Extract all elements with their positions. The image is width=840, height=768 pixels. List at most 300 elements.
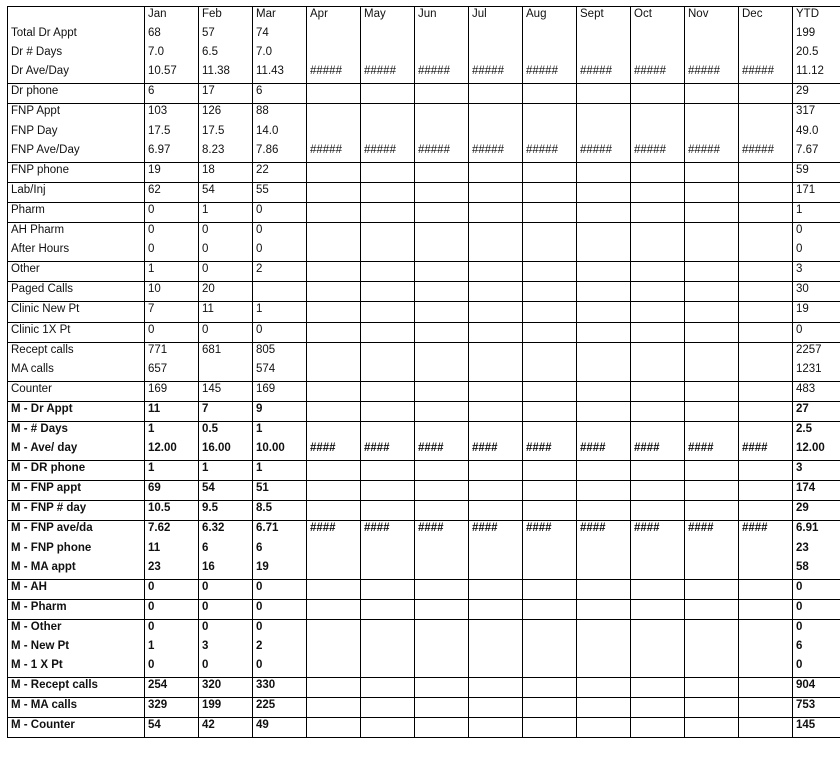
ytd-cell: 1	[793, 202, 840, 222]
month-cell: 2	[253, 262, 307, 282]
row-label: FNP Ave/Day	[8, 143, 145, 163]
month-cell: #####	[469, 64, 523, 84]
month-cell	[469, 282, 523, 302]
month-cell	[685, 381, 739, 401]
column-header: Mar	[253, 7, 307, 27]
month-cell	[577, 658, 631, 678]
month-cell	[361, 282, 415, 302]
month-cell	[631, 421, 685, 441]
month-cell	[739, 26, 793, 45]
month-cell: 1	[253, 421, 307, 441]
month-cell	[685, 45, 739, 64]
month-cell	[361, 401, 415, 421]
month-cell	[739, 182, 793, 202]
month-cell	[361, 302, 415, 322]
month-cell: ####	[469, 441, 523, 461]
month-cell	[415, 84, 469, 104]
month-cell: 681	[199, 342, 253, 362]
month-cell	[307, 501, 361, 521]
month-cell	[631, 223, 685, 243]
row-label: FNP Day	[8, 124, 145, 143]
month-cell: 9.5	[199, 501, 253, 521]
column-header: May	[361, 7, 415, 27]
month-cell	[361, 698, 415, 718]
table-row	[8, 223, 840, 243]
month-cell	[307, 619, 361, 639]
month-cell	[685, 481, 739, 501]
month-cell	[469, 84, 523, 104]
month-cell	[361, 381, 415, 401]
month-cell	[469, 421, 523, 441]
month-cell	[469, 104, 523, 124]
month-cell: #####	[361, 143, 415, 163]
month-cell	[685, 658, 739, 678]
table-row	[8, 381, 840, 401]
month-cell	[469, 658, 523, 678]
month-cell: 1	[145, 421, 199, 441]
month-cell: 0	[199, 619, 253, 639]
month-cell	[523, 202, 577, 222]
month-cell	[307, 560, 361, 580]
month-cell	[523, 698, 577, 718]
row-label: M - FNP phone	[8, 541, 145, 560]
ytd-cell: 29	[793, 501, 840, 521]
row-label: FNP phone	[8, 162, 145, 182]
month-cell	[685, 678, 739, 698]
month-cell	[577, 104, 631, 124]
table-row	[8, 521, 840, 541]
month-cell	[685, 421, 739, 441]
month-cell	[577, 678, 631, 698]
month-cell	[307, 282, 361, 302]
month-cell: 7.0	[145, 45, 199, 64]
month-cell	[739, 579, 793, 599]
month-cell	[631, 202, 685, 222]
month-cell	[685, 262, 739, 282]
month-cell	[307, 45, 361, 64]
ytd-cell: 174	[793, 481, 840, 501]
month-cell: 7.0	[253, 45, 307, 64]
month-cell	[469, 678, 523, 698]
ytd-cell: 753	[793, 698, 840, 718]
row-label: M - Other	[8, 619, 145, 639]
month-cell: 10.57	[145, 64, 199, 84]
row-label: Lab/Inj	[8, 182, 145, 202]
month-cell	[631, 282, 685, 302]
month-cell: 0	[199, 599, 253, 619]
month-cell	[523, 501, 577, 521]
month-cell	[631, 541, 685, 560]
ytd-cell: 58	[793, 560, 840, 580]
month-cell	[631, 560, 685, 580]
month-cell	[307, 678, 361, 698]
month-cell	[631, 322, 685, 342]
month-cell	[469, 242, 523, 262]
month-cell	[361, 242, 415, 262]
month-cell	[415, 579, 469, 599]
table-row	[8, 26, 840, 45]
month-cell	[415, 322, 469, 342]
row-label: M - Dr Appt	[8, 401, 145, 421]
month-cell	[739, 698, 793, 718]
month-cell	[685, 242, 739, 262]
month-cell	[577, 84, 631, 104]
month-cell	[577, 421, 631, 441]
month-cell	[361, 26, 415, 45]
month-cell	[307, 124, 361, 143]
ytd-cell: 483	[793, 381, 840, 401]
table-row	[8, 481, 840, 501]
month-cell: 55	[253, 182, 307, 202]
month-cell	[361, 421, 415, 441]
table-row	[8, 45, 840, 64]
ytd-cell: 904	[793, 678, 840, 698]
month-cell: 103	[145, 104, 199, 124]
column-header: Apr	[307, 7, 361, 27]
month-cell: #####	[361, 64, 415, 84]
month-cell	[739, 342, 793, 362]
month-cell	[631, 619, 685, 639]
month-cell	[415, 698, 469, 718]
month-cell	[739, 658, 793, 678]
month-cell	[523, 342, 577, 362]
month-cell	[739, 461, 793, 481]
month-cell	[415, 461, 469, 481]
month-cell	[685, 362, 739, 382]
table-row	[8, 619, 840, 639]
row-label: FNP Appt	[8, 104, 145, 124]
month-cell	[469, 342, 523, 362]
month-cell: 0	[253, 242, 307, 262]
month-cell	[307, 461, 361, 481]
row-label: M - MA calls	[8, 698, 145, 718]
month-cell: 6.71	[253, 521, 307, 541]
month-cell	[523, 26, 577, 45]
row-label: M - 1 X Pt	[8, 658, 145, 678]
month-cell: 57	[199, 26, 253, 45]
row-label: Recept calls	[8, 342, 145, 362]
month-cell	[415, 124, 469, 143]
column-header: YTD	[793, 7, 840, 27]
month-cell	[307, 26, 361, 45]
month-cell	[577, 302, 631, 322]
month-cell: ####	[361, 441, 415, 461]
month-cell	[361, 678, 415, 698]
header-cell-label	[8, 7, 145, 27]
month-cell	[307, 342, 361, 362]
ytd-cell: 59	[793, 162, 840, 182]
month-cell	[739, 639, 793, 658]
month-cell	[307, 84, 361, 104]
month-cell: 0	[145, 658, 199, 678]
table-row	[8, 599, 840, 619]
month-cell	[631, 182, 685, 202]
month-cell: 1	[145, 639, 199, 658]
ytd-cell: 30	[793, 282, 840, 302]
month-cell	[685, 461, 739, 481]
row-label: Dr phone	[8, 84, 145, 104]
month-cell: 0	[253, 223, 307, 243]
month-cell: 7.62	[145, 521, 199, 541]
month-cell	[307, 322, 361, 342]
month-cell: 6	[253, 541, 307, 560]
table-row	[8, 401, 840, 421]
month-cell	[469, 481, 523, 501]
month-cell	[577, 282, 631, 302]
month-cell: 320	[199, 678, 253, 698]
row-label: Dr # Days	[8, 45, 145, 64]
month-cell	[685, 501, 739, 521]
month-cell: ####	[739, 441, 793, 461]
month-cell: ####	[523, 441, 577, 461]
month-cell: #####	[631, 64, 685, 84]
month-cell	[469, 639, 523, 658]
month-cell: 9	[253, 401, 307, 421]
ytd-cell: 6	[793, 639, 840, 658]
month-cell: #####	[685, 143, 739, 163]
month-cell	[307, 481, 361, 501]
month-cell: 0.5	[199, 421, 253, 441]
month-cell: 22	[253, 162, 307, 182]
month-cell	[523, 401, 577, 421]
ytd-cell: 0	[793, 242, 840, 262]
table-row	[8, 541, 840, 560]
month-cell	[739, 381, 793, 401]
table-row	[8, 143, 840, 163]
month-cell	[685, 401, 739, 421]
month-cell	[577, 342, 631, 362]
month-cell: 1	[145, 262, 199, 282]
month-cell	[307, 104, 361, 124]
month-cell	[631, 302, 685, 322]
month-cell	[523, 461, 577, 481]
month-cell	[631, 242, 685, 262]
month-cell	[577, 401, 631, 421]
month-cell: 10.00	[253, 441, 307, 461]
month-cell	[739, 262, 793, 282]
month-cell	[523, 481, 577, 501]
month-cell: 19	[253, 560, 307, 580]
month-cell: 54	[199, 481, 253, 501]
month-cell	[469, 202, 523, 222]
month-cell	[685, 342, 739, 362]
month-cell	[739, 242, 793, 262]
month-cell	[361, 362, 415, 382]
month-cell	[739, 162, 793, 182]
month-cell: ####	[415, 521, 469, 541]
month-cell: #####	[307, 143, 361, 163]
month-cell: 1	[253, 302, 307, 322]
month-cell	[523, 718, 577, 738]
month-cell	[739, 362, 793, 382]
month-cell	[361, 639, 415, 658]
month-cell: 6	[145, 84, 199, 104]
row-label: M - Ave/ day	[8, 441, 145, 461]
ytd-cell: 145	[793, 718, 840, 738]
month-cell: 7	[145, 302, 199, 322]
month-cell	[415, 202, 469, 222]
month-cell	[577, 718, 631, 738]
month-cell	[739, 501, 793, 521]
month-cell: 19	[145, 162, 199, 182]
table-row	[8, 461, 840, 481]
month-cell	[415, 639, 469, 658]
month-cell: ####	[469, 521, 523, 541]
ytd-cell: 0	[793, 579, 840, 599]
column-header: Sept	[577, 7, 631, 27]
month-cell	[523, 282, 577, 302]
month-cell	[415, 45, 469, 64]
month-cell: 574	[253, 362, 307, 382]
month-cell	[361, 658, 415, 678]
month-cell	[415, 560, 469, 580]
month-cell	[631, 678, 685, 698]
month-cell: ####	[631, 521, 685, 541]
month-cell	[631, 718, 685, 738]
month-cell: #####	[577, 143, 631, 163]
month-cell	[469, 302, 523, 322]
month-cell	[685, 162, 739, 182]
ytd-cell: 199	[793, 26, 840, 45]
month-cell	[577, 223, 631, 243]
month-cell	[685, 84, 739, 104]
month-cell: 0	[253, 599, 307, 619]
month-cell: 88	[253, 104, 307, 124]
month-cell: 54	[199, 182, 253, 202]
month-cell	[739, 322, 793, 342]
month-cell	[469, 718, 523, 738]
month-cell	[685, 599, 739, 619]
month-cell	[523, 658, 577, 678]
ytd-cell: 0	[793, 658, 840, 678]
month-cell: 10	[145, 282, 199, 302]
column-header: Oct	[631, 7, 685, 27]
month-cell	[523, 639, 577, 658]
month-cell	[469, 381, 523, 401]
month-cell	[307, 541, 361, 560]
table-row	[8, 202, 840, 222]
column-header: Dec	[739, 7, 793, 27]
row-label: M - New Pt	[8, 639, 145, 658]
table-row	[8, 282, 840, 302]
month-cell	[361, 182, 415, 202]
month-cell: 0	[253, 322, 307, 342]
column-header: Nov	[685, 7, 739, 27]
table-row	[8, 658, 840, 678]
month-cell: 6	[199, 541, 253, 560]
month-cell	[739, 481, 793, 501]
month-cell	[577, 639, 631, 658]
month-cell	[631, 501, 685, 521]
month-cell	[469, 619, 523, 639]
month-cell	[469, 461, 523, 481]
month-cell	[631, 162, 685, 182]
month-cell: #####	[469, 143, 523, 163]
month-cell: ####	[361, 521, 415, 541]
table-row	[8, 64, 840, 84]
month-cell	[631, 481, 685, 501]
month-cell: #####	[415, 143, 469, 163]
row-label: M - Recept calls	[8, 678, 145, 698]
month-cell	[307, 362, 361, 382]
month-cell: 0	[253, 658, 307, 678]
table-row	[8, 560, 840, 580]
month-cell	[415, 501, 469, 521]
ytd-cell: 23	[793, 541, 840, 560]
month-cell: ####	[631, 441, 685, 461]
month-cell	[199, 362, 253, 382]
column-header: Jul	[469, 7, 523, 27]
month-cell: 169	[253, 381, 307, 401]
month-cell: 7	[199, 401, 253, 421]
month-cell: #####	[415, 64, 469, 84]
month-cell	[361, 223, 415, 243]
month-cell: 0	[199, 579, 253, 599]
month-cell	[577, 501, 631, 521]
month-cell	[415, 282, 469, 302]
month-cell	[685, 639, 739, 658]
month-cell	[577, 242, 631, 262]
month-cell: 14.0	[253, 124, 307, 143]
month-cell	[523, 362, 577, 382]
month-cell: 42	[199, 718, 253, 738]
month-cell: 69	[145, 481, 199, 501]
month-cell	[361, 541, 415, 560]
row-label: Other	[8, 262, 145, 282]
month-cell	[739, 223, 793, 243]
month-cell	[685, 223, 739, 243]
month-cell	[685, 579, 739, 599]
month-cell	[739, 84, 793, 104]
ytd-cell: 6.91	[793, 521, 840, 541]
month-cell	[307, 698, 361, 718]
month-cell	[739, 421, 793, 441]
month-cell	[685, 104, 739, 124]
month-cell: #####	[739, 64, 793, 84]
month-cell	[523, 560, 577, 580]
month-cell	[577, 362, 631, 382]
month-cell	[361, 202, 415, 222]
month-cell	[631, 599, 685, 619]
month-cell: 0	[145, 322, 199, 342]
month-cell	[307, 658, 361, 678]
table-row	[8, 639, 840, 658]
month-cell: 2	[253, 639, 307, 658]
table-row	[8, 104, 840, 124]
month-cell: 0	[253, 202, 307, 222]
month-cell	[739, 104, 793, 124]
month-cell	[307, 639, 361, 658]
month-cell	[469, 322, 523, 342]
table-row	[8, 162, 840, 182]
month-cell: #####	[631, 143, 685, 163]
month-cell: 74	[253, 26, 307, 45]
month-cell	[523, 84, 577, 104]
month-cell: 805	[253, 342, 307, 362]
month-cell	[523, 381, 577, 401]
ytd-cell: 29	[793, 84, 840, 104]
month-cell	[523, 223, 577, 243]
month-cell	[307, 202, 361, 222]
month-cell	[415, 26, 469, 45]
month-cell	[415, 421, 469, 441]
month-cell	[415, 262, 469, 282]
month-cell	[307, 381, 361, 401]
month-cell: ####	[739, 521, 793, 541]
month-cell	[685, 282, 739, 302]
month-cell: ####	[685, 441, 739, 461]
month-cell	[415, 182, 469, 202]
